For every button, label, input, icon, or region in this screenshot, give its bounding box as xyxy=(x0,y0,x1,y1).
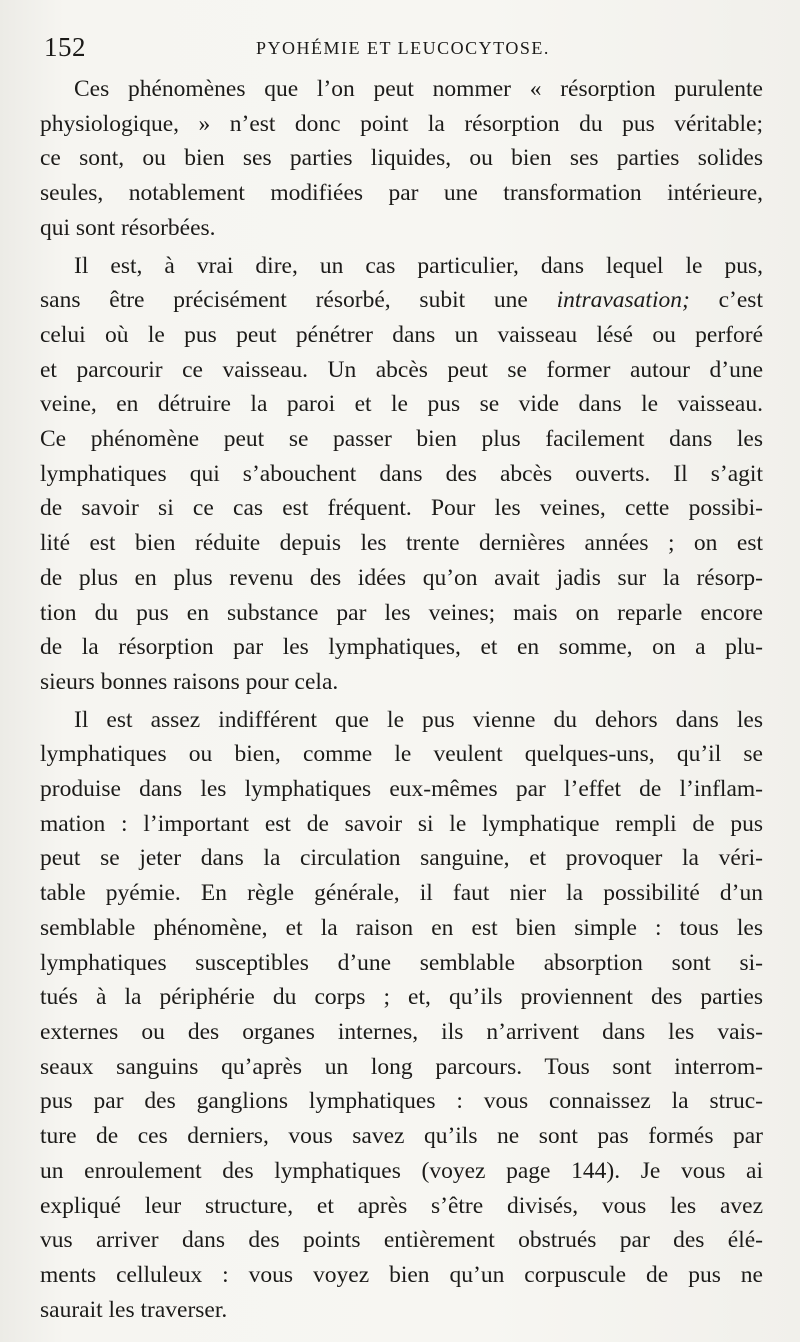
text-line: lymphatiques ou bien, comme le veulent quelques-uns, qu’il se xyxy=(40,741,763,768)
text-line: Il est assez indifférent que le pus vienne du dehors dans les xyxy=(74,706,763,733)
text-line: veine, en détruire la paroi et le pus se vide dans le vaisseau. xyxy=(40,391,763,418)
text-line: Il est, à vrai dire, un cas particulier, dans lequel le pus, xyxy=(74,252,763,279)
text-line: et parcourir ce vaisseau. Un abcès peut se former autour d’une xyxy=(40,356,763,383)
text-line: ce sont, ou bien ses parties liquides, ou bien ses parties solides xyxy=(40,145,763,172)
text-line: un enroulement des lymphatiques (voyez page 144). Je vous ai xyxy=(40,1157,763,1184)
italic-term: intravasation; xyxy=(556,287,690,314)
text-line: seules, notablement modifiées par une transformation intérieure, xyxy=(40,180,763,207)
text-line: seaux sanguins qu’après un long parcours. Tous sont interrom- xyxy=(40,1053,763,1080)
text-line: lité est bien réduite depuis les trente dernières années ; on est xyxy=(40,530,763,557)
text-line: sieurs bonnes raisons pour cela. xyxy=(40,668,339,695)
text-line: celui où le pus peut pénétrer dans un vaisseau lésé ou perforé xyxy=(40,321,763,348)
running-head: PYOHÉMIE ET LEUCOCYTOSE. xyxy=(256,38,550,58)
text-line: table pyémie. En règle générale, il faut nier la possibilité d’un xyxy=(40,880,763,907)
text-line: ture de ces derniers, vous savez qu’ils ne sont pas formés par xyxy=(40,1123,763,1150)
page-number: 152 xyxy=(44,32,86,62)
text-line: qui sont résorbées. xyxy=(40,214,216,241)
text-fragment: sans être précisément résorbé, subit une xyxy=(40,287,557,314)
page-header xyxy=(44,32,764,72)
paragraph-3 xyxy=(40,703,763,1328)
text-line: Ce phénomène peut se passer bien plus facilement dans les xyxy=(40,426,763,453)
text-line: lymphatiques susceptibles d’une semblable absorption sont si- xyxy=(40,949,763,976)
text-line: pus par des ganglions lymphatiques : vous connaissez la struc- xyxy=(40,1088,763,1115)
text-fragment: c’est xyxy=(689,287,763,314)
paragraph-2 xyxy=(40,249,763,700)
text-line: lymphatiques qui s’abouchent dans des abcès ouverts. Il s’agit xyxy=(40,460,763,487)
body-text xyxy=(40,72,763,1330)
text-line: expliqué leur structure, et après s’être divisés, vous les avez xyxy=(40,1192,763,1219)
text-line: vus arriver dans des points entièrement obstrués par des élé- xyxy=(40,1227,763,1254)
text-line: ments celluleux : vous voyez bien qu’un corpuscule de pus ne xyxy=(40,1261,763,1288)
text-line: Ces phénomènes que l’on peut nommer « résorption purulente xyxy=(74,76,763,102)
text-line-with-italic xyxy=(40,283,763,318)
text-line: tués à la périphérie du corps ; et, qu’ils proviennent des parties xyxy=(40,984,763,1011)
text-line: de plus en plus revenu des idées qu’on avait jadis sur la résorp- xyxy=(40,564,763,591)
text-line: produise dans les lymphatiques eux-mêmes par l’effet de l’inflam- xyxy=(40,776,763,803)
text-line: physiologique, » n’est donc point la résorption du pus véritable; xyxy=(40,110,763,137)
text-line: peut se jeter dans la circulation sanguine, et provoquer la véri- xyxy=(40,845,763,872)
text-line: mation : l’important est de savoir si le lymphatique rempli de pus xyxy=(40,810,763,837)
paragraph-1 xyxy=(40,72,763,246)
text-line: semblable phénomène, et la raison en est bien simple : tous les xyxy=(40,914,763,941)
text-line: tion du pus en substance par les veines; mais on reparle encore xyxy=(40,599,763,626)
text-line: saurait les traverser. xyxy=(40,1296,228,1323)
text-line: externes ou des organes internes, ils n’arrivent dans les vais- xyxy=(40,1018,763,1045)
text-line: de savoir si ce cas est fréquent. Pour les veines, cette possibi- xyxy=(40,495,763,522)
text-line: de la résorption par les lymphatiques, et en somme, on a plu- xyxy=(40,634,763,661)
